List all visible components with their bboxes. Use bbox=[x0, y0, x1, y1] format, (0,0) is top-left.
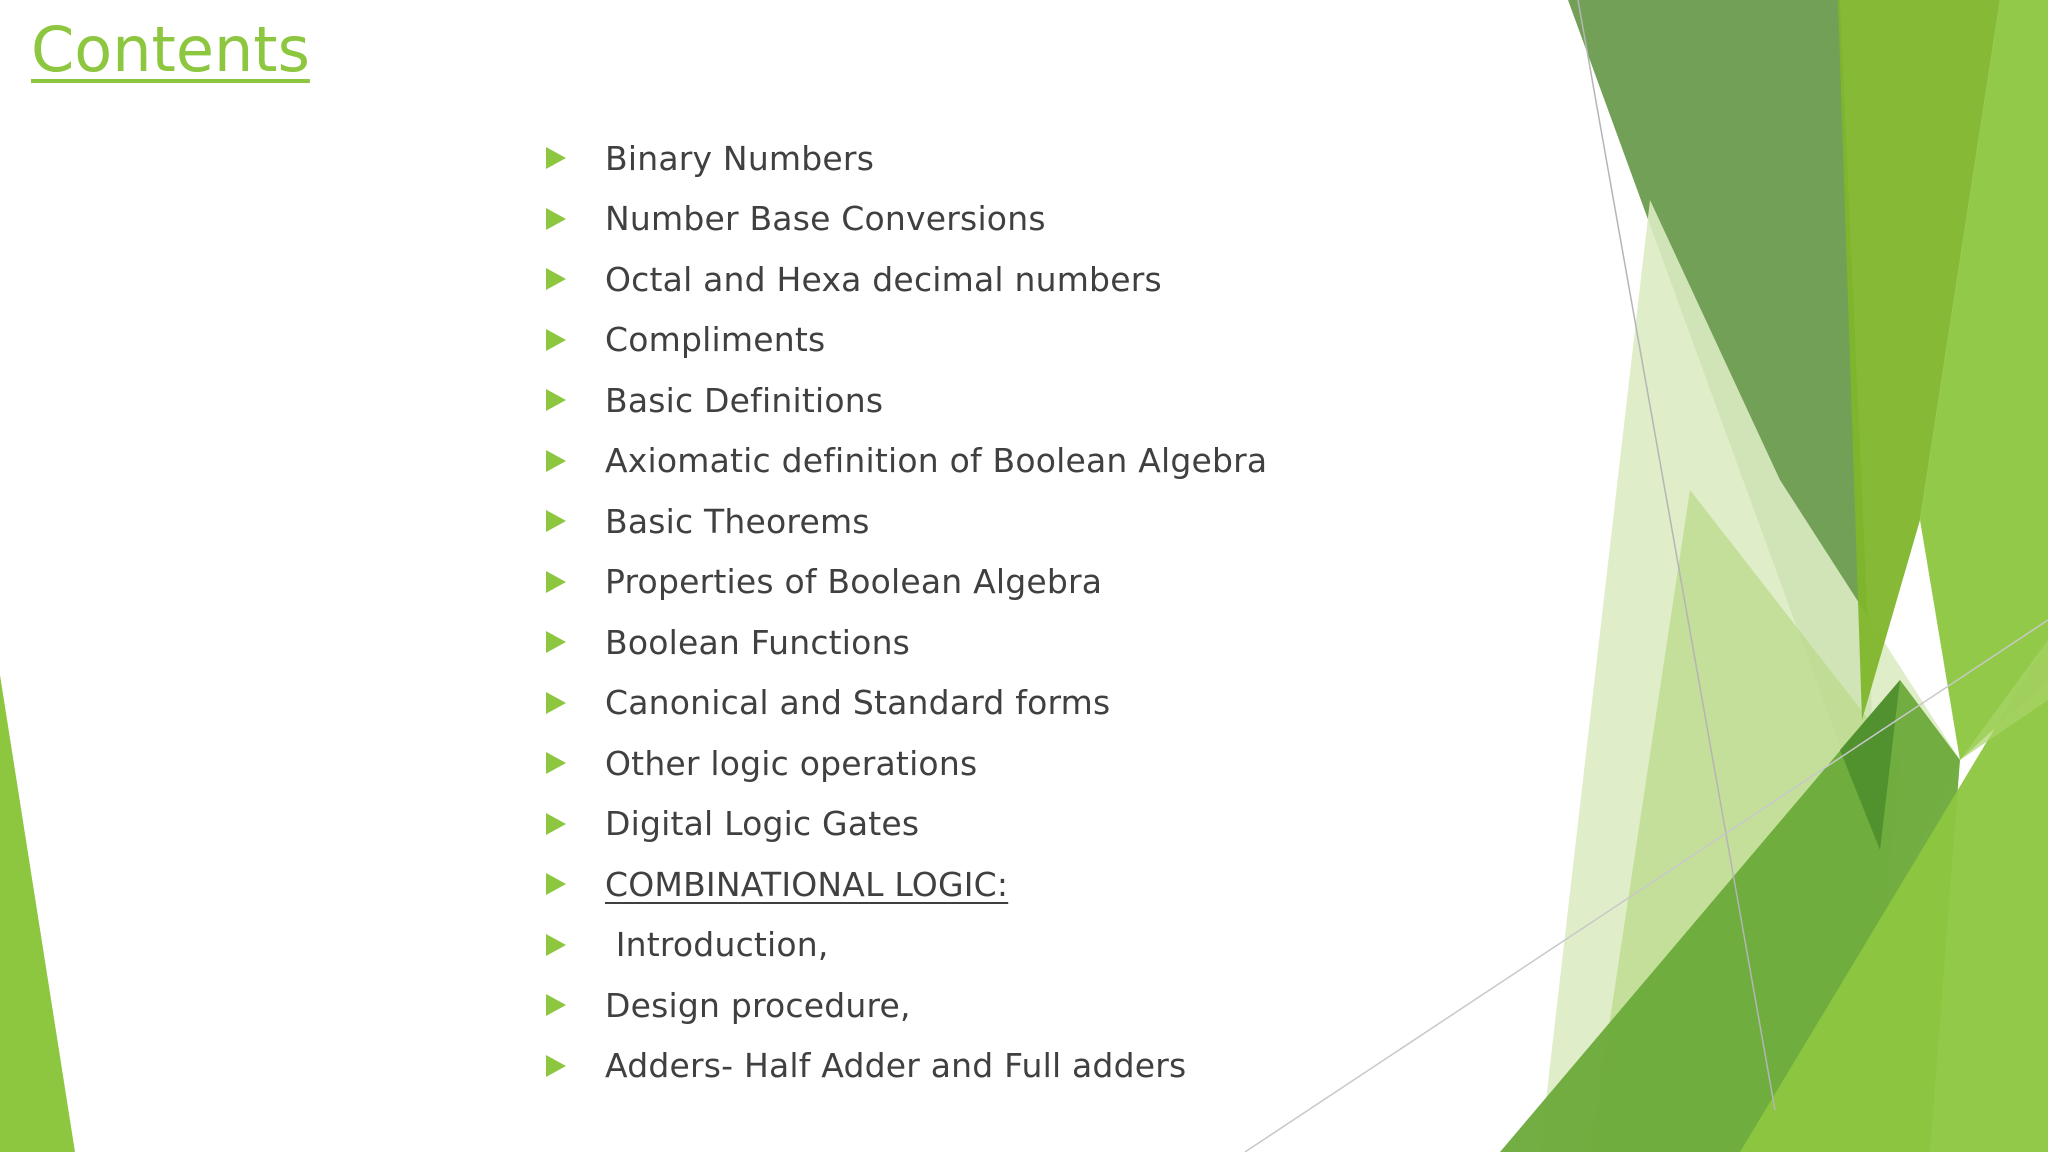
play-arrow-icon bbox=[546, 208, 566, 230]
list-item bbox=[546, 310, 1267, 371]
list-item-label: Binary Numbers bbox=[605, 138, 875, 178]
list-item bbox=[546, 612, 1267, 673]
list-item-label: Axiomatic definition of Boolean Algebra bbox=[605, 441, 1268, 481]
list-item bbox=[546, 491, 1267, 552]
left-green-sliver bbox=[0, 675, 75, 1152]
play-arrow-icon bbox=[546, 329, 566, 351]
list-item-label: Properties of Boolean Algebra bbox=[605, 562, 1103, 602]
list-item-label: Canonical and Standard forms bbox=[605, 683, 1111, 723]
play-arrow-icon bbox=[546, 631, 566, 653]
list-item-label: Number Base Conversions bbox=[605, 199, 1046, 239]
play-arrow-icon bbox=[546, 147, 566, 169]
play-arrow-icon bbox=[546, 934, 566, 956]
play-arrow-icon bbox=[546, 1055, 566, 1077]
play-arrow-icon bbox=[546, 510, 566, 532]
list-item bbox=[546, 128, 1267, 189]
list-item bbox=[546, 1036, 1267, 1097]
list-item-label: Design procedure, bbox=[605, 985, 911, 1025]
play-arrow-icon bbox=[546, 450, 566, 472]
play-arrow-icon bbox=[546, 994, 566, 1016]
list-item bbox=[546, 189, 1267, 250]
list-item-label: Basic Theorems bbox=[605, 501, 870, 541]
list-item-label: Digital Logic Gates bbox=[605, 804, 920, 844]
list-item-label: Compliments bbox=[605, 320, 826, 360]
list-item bbox=[546, 370, 1267, 431]
contents-list bbox=[546, 128, 1267, 1096]
list-item bbox=[546, 975, 1267, 1036]
play-arrow-icon bbox=[546, 571, 566, 593]
slide-title: Contents bbox=[31, 13, 310, 86]
play-arrow-icon bbox=[546, 752, 566, 774]
list-item bbox=[546, 552, 1267, 613]
list-item-label: Octal and Hexa decimal numbers bbox=[605, 259, 1162, 299]
play-arrow-icon bbox=[546, 813, 566, 835]
play-arrow-icon bbox=[546, 268, 566, 290]
list-item bbox=[546, 431, 1267, 492]
play-arrow-icon bbox=[546, 692, 566, 714]
list-item-label: Adders- Half Adder and Full adders bbox=[605, 1046, 1187, 1086]
list-item bbox=[546, 673, 1267, 734]
list-item-label: Introduction, bbox=[605, 925, 829, 965]
list-item-label: Basic Definitions bbox=[605, 380, 884, 420]
list-item-label: Other logic operations bbox=[605, 743, 978, 783]
play-arrow-icon bbox=[546, 389, 566, 411]
list-item-label: COMBINATIONAL LOGIC: bbox=[605, 864, 1009, 904]
list-item bbox=[546, 854, 1267, 915]
list-item-label: Boolean Functions bbox=[605, 622, 911, 662]
list-item bbox=[546, 915, 1267, 976]
list-item bbox=[546, 794, 1267, 855]
list-item bbox=[546, 733, 1267, 794]
list-item bbox=[546, 249, 1267, 310]
play-arrow-icon bbox=[546, 873, 566, 895]
